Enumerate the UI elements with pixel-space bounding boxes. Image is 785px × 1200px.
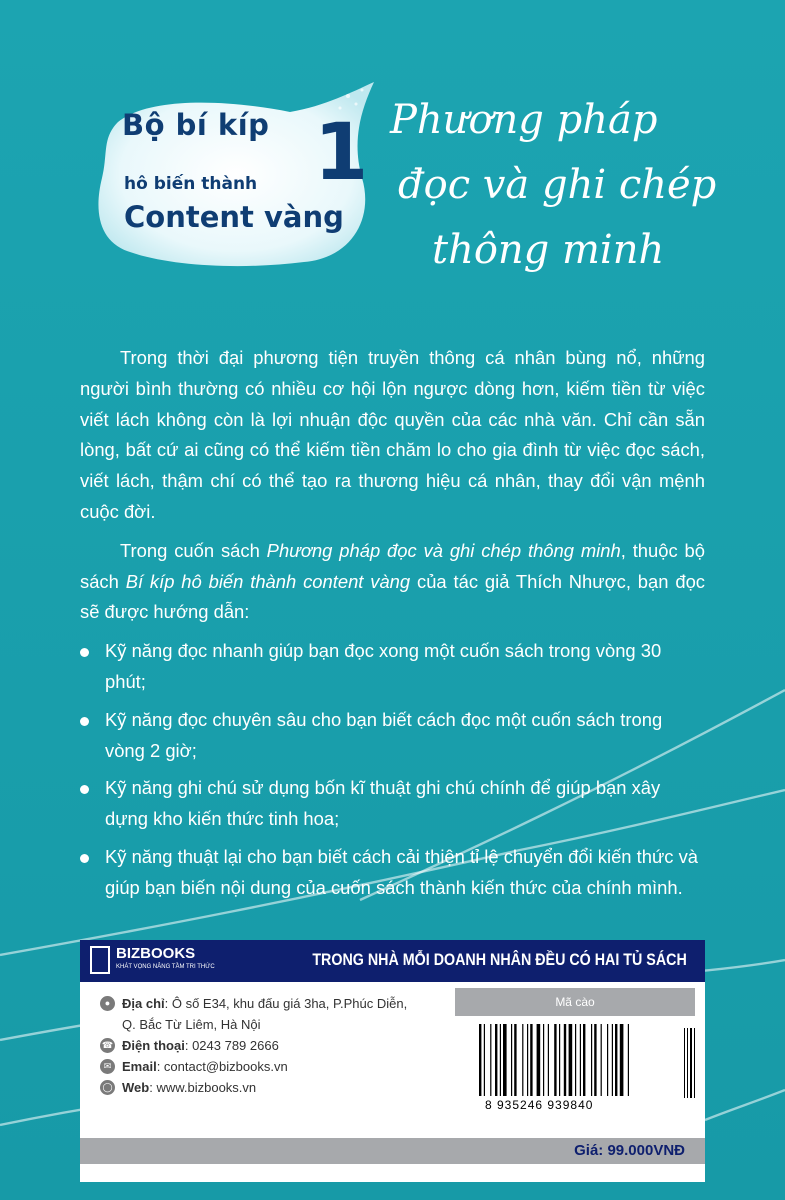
barcode-bar [503,1024,507,1096]
list-item [80,705,705,767]
series-line-3: Content vàng [124,200,344,234]
publisher-header [80,940,705,982]
barcode-bar [514,1024,516,1096]
series-line-2: hô biến thành [124,174,258,194]
barcode-bar [559,1024,560,1096]
barcode-bar [537,1024,541,1096]
book-title [390,88,720,283]
barcode-bar [564,1024,566,1096]
publisher-slogan: TRONG NHÀ MỖI DOANH NHÂN ĐỀU CÓ HAI TỦ SÁCH [312,950,687,969]
web-label: Web [122,1080,150,1095]
price-bar [80,1138,705,1164]
description-paragraph-1: Trong thời đại phương tiện truyền thông cá nhân bùng nổ, những người bình thường có nhiều cơ hội lộn ngược dòng hơn, kiếm tiền từ việc viết lách không còn là lợi nhuận độc quyền của các nhà văn. Chỉ cần sẵn lòng, bất cứ ai cũng có thể kiếm tiền chăm lo cho gia đình từ việc đọc sách, viết lách, thậm chí có thể tạo ra thương hiệu cá nhân, thay đổi vận mệnh cuộc đời. [80,347,705,522]
description-paragraph-2 [80,536,705,628]
list-item [80,842,705,904]
p2-book-title: Phương pháp đọc và ghi chép thông minh [266,539,621,561]
list-item [80,636,705,698]
list-item-text: Kỹ năng thuật lại cho bạn biết cách cải thiện tỉ lệ chuyển đổi kiến thức và giúp bạn biến nội dung của cuốn sách thành kiến thức của chính mình. [105,845,699,898]
bullet-icon [80,854,89,863]
location-pin-icon: ● [100,996,115,1011]
barcode-bar [620,1024,624,1096]
series-number: 1 [314,108,369,198]
publisher-logo: BIZBOOKS [116,945,196,962]
address-value-2: Q. Bắc Từ Liêm, Hà Nội [122,1017,261,1032]
price: Giá: 99.000VNĐ [574,1142,685,1159]
barcode-bar [530,1024,532,1096]
barcode [475,1024,675,1104]
series-line-1: Bộ bí kíp [122,108,270,142]
p2-series-title: Bí kíp hô biến thành content vàng [125,570,411,592]
publisher-logo-tagline: KHÁT VỌNG NÂNG TẦM TRI THỨC [116,964,215,970]
p2-mid: , thuộc bộ sách [80,539,705,592]
address-value: : Ô số E34, khu đấu giá 3ha, P.Phúc Diễn, [164,996,408,1011]
book-title-line-3: thông minh [432,227,665,273]
barcode-bar [583,1024,585,1096]
phone-row [100,1035,440,1056]
barcode-bar [484,1024,485,1096]
side-isbn-strip [682,1028,698,1098]
barcode-bar [569,1024,573,1096]
list-item-text: Kỹ năng ghi chú sử dụng bốn kĩ thuật ghi chú chính để giúp bạn xây dựng kho kiến thức tinh hoa; [105,777,661,830]
bullet-icon [80,717,89,726]
book-title-line-1: Phương pháp [390,97,658,143]
barcode-bar [580,1024,581,1096]
bullet-icon [80,785,89,794]
barcode-bar [612,1024,613,1096]
barcode-bar [615,1024,617,1096]
list-item-text: Kỹ năng đọc nhanh giúp bạn đọc xong một cuốn sách trong vòng 30 phút; [105,640,662,692]
email-row [100,1056,440,1077]
barcode-bar [591,1024,592,1096]
barcode-bar [479,1024,481,1096]
description [80,343,705,911]
p2-tail: của tác giả Thích Nhược, bạn đọc sẽ được hướng dẫn: [80,570,705,623]
barcode-number: 8 935246 939840 [485,1098,594,1112]
list-item [80,773,705,835]
address-row [100,993,440,1014]
book-title-line-2: đọc và ghi chép [398,162,717,208]
barcode-bar [500,1024,501,1096]
barcode-bar [628,1024,629,1096]
barcode-bar [527,1024,528,1096]
email-icon: ✉ [100,1059,115,1074]
web-row [100,1077,440,1098]
barcode-bar [490,1024,491,1096]
email-label: Email [122,1059,157,1074]
address-row-2 [100,1014,440,1035]
series-badge [110,108,370,258]
barcode-bar [543,1024,544,1096]
publisher-panel [80,940,705,1182]
p2-lead: Trong cuốn sách [120,539,267,561]
phone-icon: ☎ [100,1038,115,1053]
barcode-bar [495,1024,497,1096]
phone-value: : 0243 789 2666 [184,1038,279,1053]
bizbooks-logo-icon [90,946,110,974]
barcode-bar [594,1024,596,1096]
publisher-contact [100,993,440,1098]
barcode-bar [554,1024,556,1096]
web-value: : www.bizbooks.vn [149,1080,257,1095]
list-item-text: Kỹ năng đọc chuyên sâu cho bạn biết cách đọc một cuốn sách trong vòng 2 giờ; [105,708,663,761]
barcode-bar [575,1024,576,1096]
barcode-bar [511,1024,512,1096]
phone-label: Điện thoại [122,1038,185,1053]
barcode-bar [601,1024,602,1096]
address-label: Địa chỉ [122,996,165,1011]
barcode-bar [548,1024,549,1096]
barcode-bar [607,1024,608,1096]
barcode-bar [522,1024,523,1096]
email-value: : contact@bizbooks.vn [156,1059,288,1074]
scratch-code-box: Mã cào [455,988,695,1016]
skills-list [80,636,705,903]
globe-icon: ◯ [100,1080,115,1095]
bullet-icon [80,648,89,657]
